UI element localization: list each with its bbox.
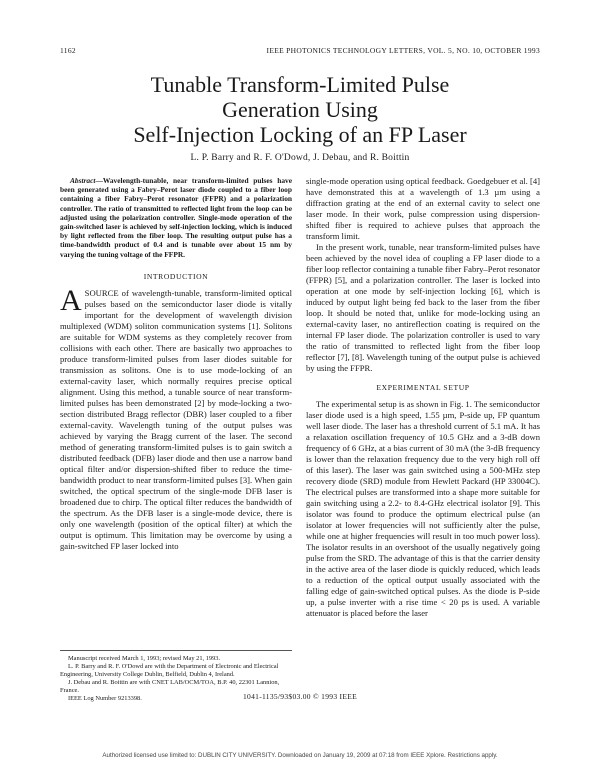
footnote: IEEE Log Number 9213398. — [68, 695, 142, 702]
left-column — [60, 176, 292, 552]
intro-paragraph-2: single-mode operation using optical feedback. Goedgebuer et al. [4] have demonstrated this at a wavelength of 1.3 µm using a diffraction grating at the end of an external cavity to select one laser mode. In their work, pulse compression using dispersion-shifted fiber is required to achieve pulses that approach the transform limit. — [306, 176, 540, 241]
footnote: L. P. Barry and R. F. O'Dowd are with the Department of Electronic and Electrical Engineering, University College Dublin, Belfield, Dublin 4, Ireland. — [60, 663, 279, 678]
abstract — [60, 176, 292, 259]
intro-paragraph-1 — [60, 283, 292, 552]
title-line: Tunable Transform-Limited Pulse — [150, 72, 450, 97]
title-line: Generation Using — [222, 97, 378, 122]
footnote: J. Debau and R. Boittin are with CNET LAB/OCM/TOA, B.P. 40, 22301 Lannion, France. — [60, 679, 280, 694]
experimental-paragraph-1: The experimental setup is as shown in Fig. 1. The semiconductor laser diode used is a high speed, 1.55 µm, P-side up, FP quantum well laser diode. The laser has a threshold current of 5.1 mA. It has a relaxation oscillation frequency of 10.5 GHz and a 3-dB down frequency of 6 GHz, at a bias current of 30 mA (the 3-dB frequency is lower than the relaxation frequency due to the very high roll off of this laser). The laser was gain switched using a 500-MHz step recovery diode (SRD) module from Hewlett Packard (HP 33004C). The electrical pulses are transformed into a shape more suitable for gain switching using a 2.2- to 8.4-GHz electrical isolator [9]. This isolator was found to produce the optimum electrical pulse (an isolator at lower frequencies will not sufficiently alter the pulse, while one at higher frequencies will result in too much power loss). The isolator results in an overshoot of the usually negatively going pulse from the SRD. The advantage of this is that the carrier density in the active area of the laser diode is quickly reduced, which leads to a reduction of the optical output usually associated with the falling edge of gain-switched optical pulses. As the diode is P-side up, a pulse inverter with a rise time < 20 ps is used. A variable attenuator is placed before the laser — [306, 399, 540, 618]
page-number: 1162 — [60, 46, 76, 55]
intro-paragraph-3: In the present work, tunable, near transform-limited pulses have been achieved by the novel idea of coupling a FP laser diode to a fiber loop reflector containing a tunable fiber Fabry–Perot resonator (FFPR) [5], and a polarization controller. The laser is locked into operation at one mode by self-injection locking [6], which is induced by output light being fed back to the laser from the fiber loop. It should be noted that, unlike for mode-locking using an external-cavity laser, no antireflection coating is required on the internal FP laser diode. The polarization controller is used to vary the ratio of transmitted to reflected light from the fiber loop reflector [7], [8]. Wavelength tuning of the output pulse is achieved by using the FFPR. — [306, 242, 540, 373]
footnote: Manuscript received March 1, 1993; revised May 21, 1993. — [68, 655, 221, 662]
abstract-text: —Wavelength-tunable, near transform-limited pulses have been generated using a Fabry–Perot laser diode coupled to a fiber loop containing a fiber Fabry–Perot resonator (FFPR) and a polarization controller. The ratio of transmitted to reflected light from the loop can be adjusted using the polarization controller. Single-mode operation of the gain-switched laser is achieved by self-injection locking, which is induced by light reflected from the fiber loop. The resulting output pulse has a time-bandwidth product of 0.4 and is tunable over about 15 nm by varying the tuning voltage of the FFPR. — [60, 176, 292, 259]
section-heading-experimental-setup: EXPERIMENTAL SETUP — [376, 383, 470, 392]
title-line: Self-Injection Locking of an FP Laser — [133, 122, 467, 147]
section-heading-introduction: INTRODUCTION — [143, 271, 209, 281]
license-notice: Authorized licensed use limited to: DUBLIN CITY UNIVERSITY. Downloaded on January 19, 2009 at 07:18 from IEEE Xplore. Restrictions apply. — [102, 752, 498, 759]
intro-paragraph-1-text: SOURCE of wavelength-tunable, transform-limited optical pulses based on the semiconductor laser diode is vitally important for the development of wavelength division multiplexed (WDM) soliton communication systems [1]. Solitons are suitable for WDM systems as they completely recover from collisions with each other. There are basically two approaches to produce transform-limited pulses from laser diodes suitable for transmission as solitons. One is to use mode-locking of an external-cavity laser, which normally requires precise optical alignment. Using this method, a tunable source of near transform-limited pulses has been demonstrated [2] by mode-locking a two-section distributed Bragg reflector (DBR) laser coupled to a fiber external-cavity. Wavelength tuning of the output pulses was achieved by varying the Bragg current of the laser. The second method of generating transform-limited pulses is to gain switch a distributed feedback (DFB) laser diode and then use a narrow band optical filter and/or dispersion-shifted fiber to reduce the time-bandwidth product to near transform-limited pulses [3]. When gain switched, the optical spectrum of the single-mode DFB laser is broadened due to chirp. The optical filter reduces the bandwidth of the spectrum. As the DFB laser is a single-mode device, there is only one wavelength (position of the optical filter) at which the output is optimum. This limitation may be overcome by using a gain-switched FP laser locked into — [60, 287, 292, 551]
paper-title — [60, 72, 540, 147]
abstract-label: Abstract — [70, 176, 96, 185]
right-column — [306, 176, 540, 619]
copyright-line: 1041-1135/93$03.00 © 1993 IEEE — [243, 692, 357, 701]
journal-header: IEEE PHOTONICS TECHNOLOGY LETTERS, VOL. 5, NO. 10, OCTOBER 1993 — [266, 46, 540, 55]
drop-cap: A — [60, 283, 82, 317]
author-list: L. P. Barry and R. F. O'Dowd, J. Debau, and R. Boittin — [190, 153, 410, 163]
